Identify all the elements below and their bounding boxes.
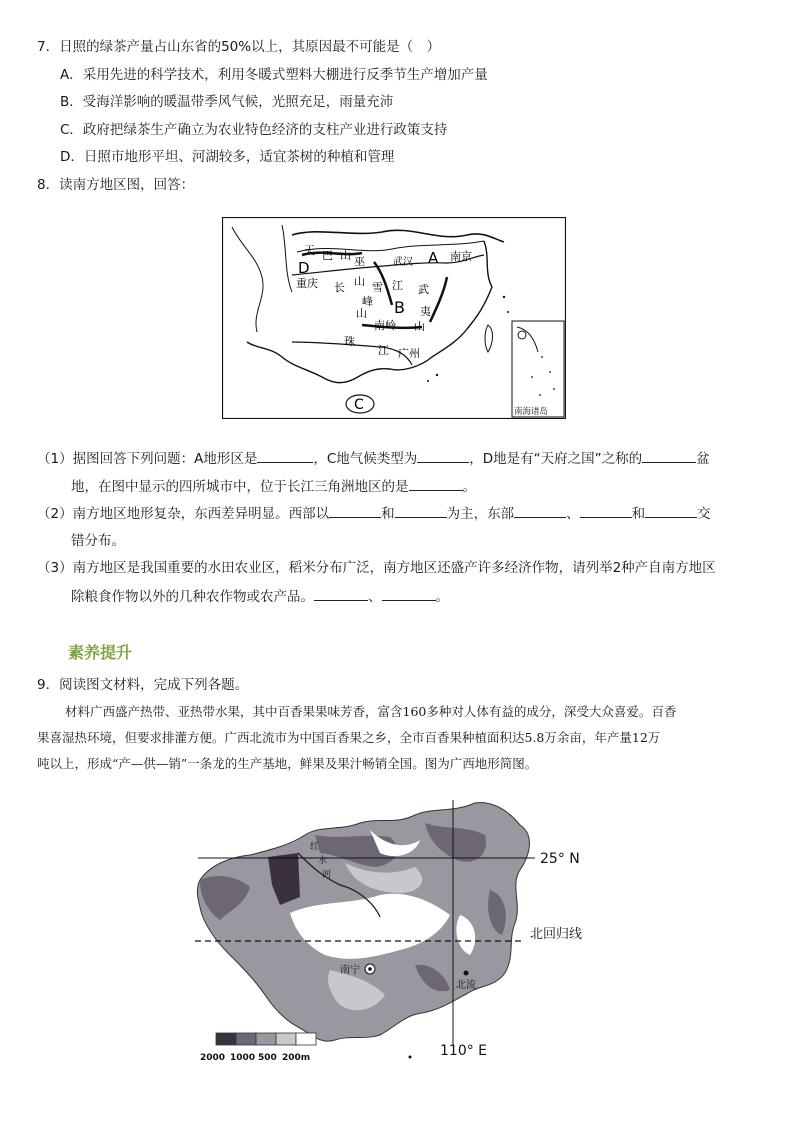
inset-label: 南海诸岛 (514, 407, 549, 417)
city-beiliu-label: 北流 (456, 980, 476, 991)
lat-25n-label: 25° N (540, 851, 580, 867)
answer-blank[interactable] (645, 503, 697, 518)
answer-blank[interactable] (409, 476, 463, 491)
text: 。 (435, 589, 449, 605)
answer-blank[interactable] (417, 448, 469, 463)
tropic-label: 北回归线 (530, 927, 583, 942)
text: 。 (462, 479, 476, 495)
text: 据图回答下列问题：A地形区是 (72, 451, 258, 467)
legend-swatch (276, 1033, 296, 1045)
text: 、 (566, 506, 580, 522)
text: 、 (368, 589, 382, 605)
text: 南方地区地形复杂，东西差异明显。西部以 (72, 506, 330, 522)
q8-sub3-line2 (71, 586, 449, 607)
text: 和 (381, 506, 395, 522)
map-label-tian: 天 (304, 244, 315, 257)
sub-number: （2） (37, 506, 73, 522)
answer-blank[interactable] (382, 586, 436, 601)
q8-sub1-line2 (71, 476, 476, 497)
map-label-wuhan: 武汉 (393, 257, 413, 268)
q9-stem: 9．阅读图文材料，完成下列各题。 (37, 677, 249, 693)
text: 地，在图中显示的四所城市中，位于长江三角洲地区的是 (71, 479, 409, 495)
map-label-xue: 雪 (372, 281, 383, 294)
map-label-feng: 峰 (362, 295, 373, 308)
map-label-wu-2: 武 (418, 283, 429, 296)
legend-swatch (296, 1033, 316, 1045)
map-label-a: A (428, 249, 439, 267)
river-label-1: 红 (310, 842, 320, 852)
legend-label-1000: 1000 (230, 1053, 256, 1063)
map-label-wu-1: 巫 (354, 255, 365, 268)
map-label-nanjing: 南京 (450, 250, 472, 263)
map-label-zhu: 珠 (344, 335, 355, 348)
guangxi-terrain-map (190, 795, 610, 1065)
text: 南方地区是我国重要的水田农业区，稻米分布广泛，南方地区还盛产许多经济作物，请列举2种产自南方地区 (72, 560, 716, 576)
sub-number: （3） (37, 560, 73, 576)
map-label-c: C (354, 397, 364, 413)
map-label-shan-1: 山 (340, 249, 351, 262)
city-nanning-label: 南宁 (340, 965, 360, 976)
map-label-ba: 巴 (322, 249, 333, 262)
text: ，C地气候类型为 (313, 451, 418, 467)
text: 交 (697, 506, 711, 522)
q7-option-c: C．政府把绿茶生产确立为农业特色经济的支柱产业进行政策支持 (60, 122, 448, 138)
q7-stem: 7．日照的绿茶产量占山东省的50%以上，其原因最不可能是（ ） (37, 39, 441, 55)
elevation-legend (216, 1033, 316, 1045)
sub-number: （1） (37, 451, 73, 467)
map-label-jiang-2: 江 (378, 344, 389, 357)
text: 除粮食作物以外的几种农作物或农产品。 (71, 589, 314, 605)
answer-blank[interactable] (257, 448, 313, 463)
text: ，D地是有“天府之国”之称的 (469, 451, 643, 467)
text: 和 (631, 506, 646, 522)
map-label-shan-3: 山 (356, 307, 367, 320)
map-label-d: D (298, 259, 310, 277)
text: 为主，东部 (446, 506, 515, 522)
section-title: 素养提升 (68, 643, 133, 662)
river-label-2: 水 (318, 856, 328, 866)
map-label-chongqing: 重庆 (296, 277, 318, 290)
q7-option-d: D．日照市地形平坦、河湖较多，适宜茶树的种植和管理 (60, 149, 395, 165)
answer-blank[interactable] (580, 503, 632, 518)
legend-swatch (236, 1033, 256, 1045)
map-label-nanling: 南岭 (374, 319, 396, 332)
q7-option-a: A．采用先进的科学技术，利用冬暖式塑料大棚进行反季节生产增加产量 (60, 67, 488, 83)
legend-swatch (256, 1033, 276, 1045)
legend-label-2000: 2000 (200, 1053, 226, 1063)
answer-blank[interactable] (329, 503, 381, 518)
q8-sub3-line1 (37, 558, 716, 578)
q9-material-line1: 材料广西盛产热带、亚热带水果，其中百香果果味芳香，富含160多种对人体有益的成分，深受大众喜爱。百香 (65, 704, 677, 719)
q8-sub2-line2: 错分布。 (71, 533, 125, 549)
q9-material-line2: 果喜湿热环境，但要求排灌方便。广西北流市为中国百香果之乡，全市百香果种植面积达5.8万余亩，年产量12万 (37, 730, 661, 745)
answer-blank[interactable] (314, 586, 368, 601)
south-china-map (222, 217, 566, 419)
answer-blank[interactable] (514, 503, 566, 518)
map-label-chang: 长 (334, 281, 345, 294)
answer-blank[interactable] (642, 448, 696, 463)
map-label-yi: 夷 (420, 305, 431, 318)
q8-sub1-line1 (37, 448, 710, 469)
lon-110e-label: 110° E (440, 1043, 488, 1059)
map-label-guangzhou: 广州 (398, 347, 420, 360)
q8-stem: 8．读南方地区图，回答： (37, 177, 195, 193)
q8-sub2-line1 (37, 503, 711, 524)
legend-label-500: 500 (258, 1053, 277, 1063)
text: 盆 (696, 451, 710, 467)
q9-material-line3: 吨以上，形成“产—供—销”一条龙的生产基地，鲜果及果汁畅销全国。图为广西地形简图。 (37, 756, 538, 771)
map-label-jiang: 江 (392, 279, 403, 292)
legend-swatch (216, 1033, 236, 1045)
map-label-b: B (394, 298, 405, 317)
map-label-shan-4: 山 (414, 320, 425, 333)
map-label-shan-2: 山 (354, 275, 365, 288)
answer-blank[interactable] (395, 503, 447, 518)
river-label-3: 河 (322, 870, 332, 880)
legend-label-200m: 200m (282, 1053, 311, 1063)
q7-option-b: B．受海洋影响的暖温带季风气候，光照充足，雨量充沛 (60, 94, 394, 110)
